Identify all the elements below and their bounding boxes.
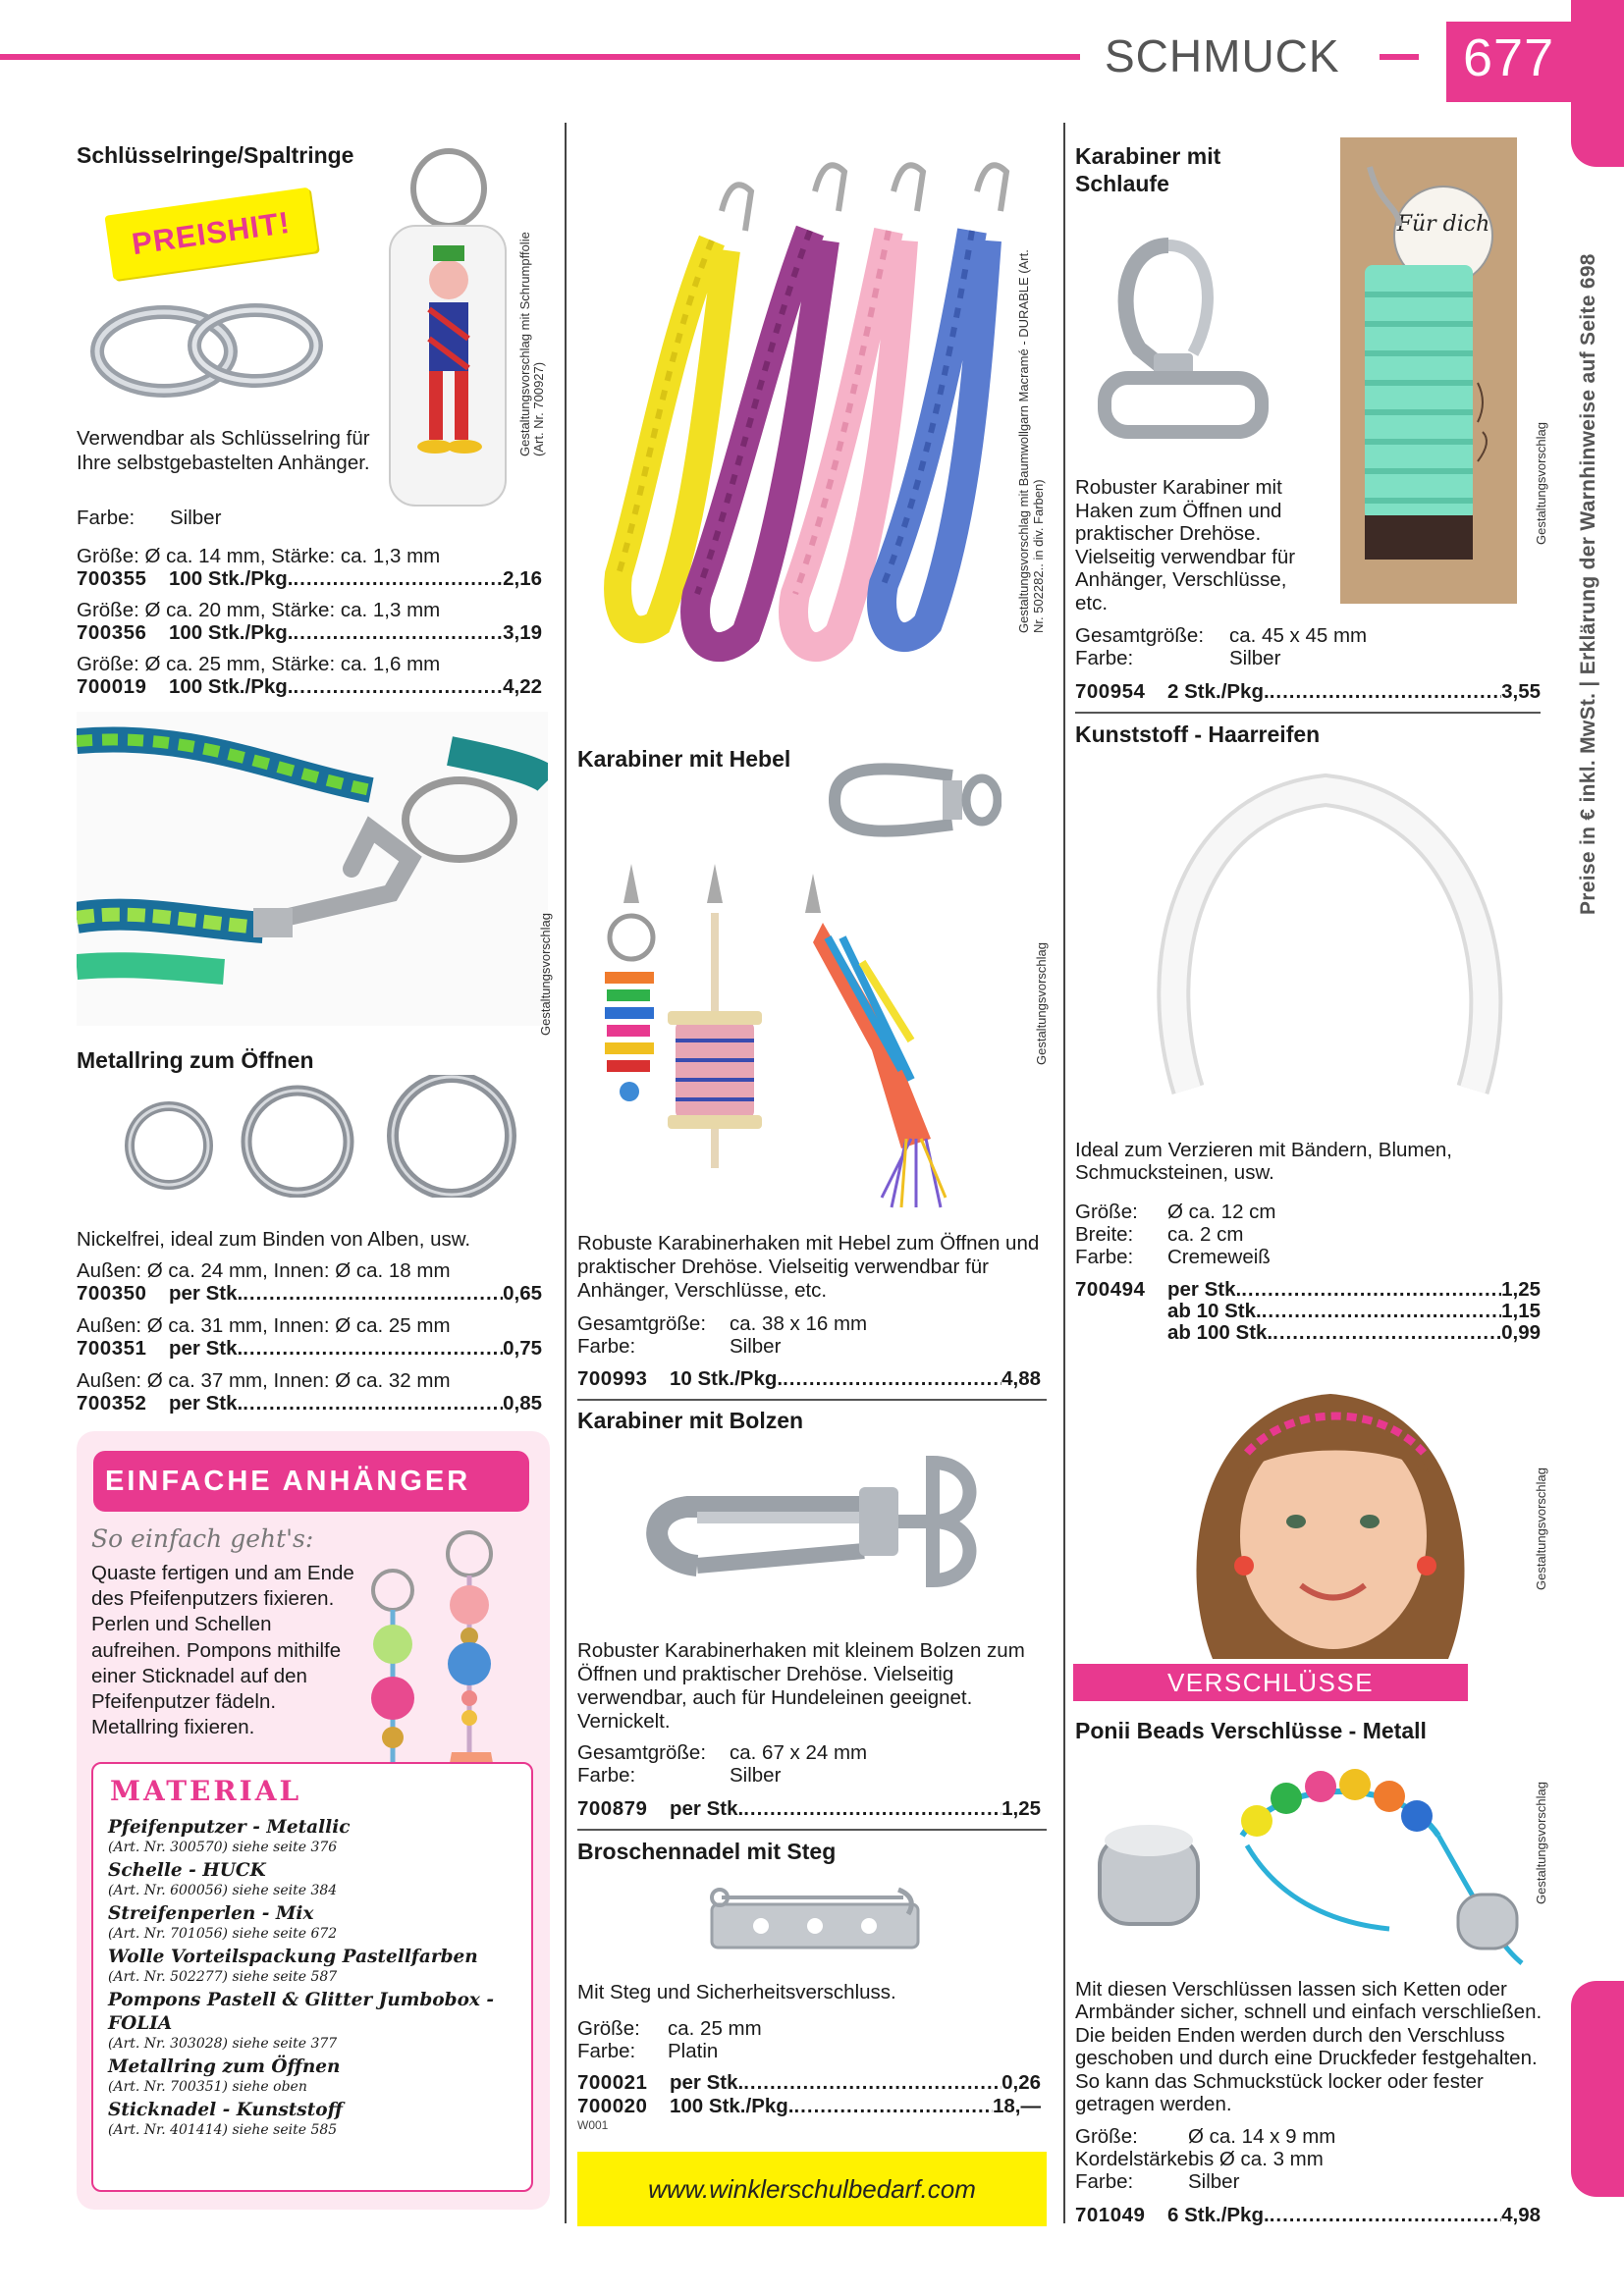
ponii-clasps-image [1085, 1757, 1546, 1988]
order-line [577, 2095, 1041, 2118]
verschluesse-banner-label: VERSCHLÜSSE [1166, 1668, 1375, 1697]
headband-image [1149, 766, 1512, 1099]
price: 0,85 [503, 1392, 542, 1415]
catalog-code: W001 [577, 2118, 609, 2132]
lever-carabiner-examples-image [577, 844, 1029, 1217]
spec-row [1075, 1223, 1276, 1246]
spec-row [577, 1764, 867, 1787]
schlaufe-specs [1075, 624, 1367, 669]
spec-value: Cremeweiß [1167, 1246, 1271, 1268]
bolt-snap-image [638, 1453, 1001, 1600]
price: 3,55 [1501, 680, 1541, 703]
macrame-caption: Gestaltungsvorschlag mit Baumwollgarn Macramé - DURABLE (Art. Nr. 502282.. in div. Farben) [1016, 249, 1046, 633]
spec-value: ca. 38 x 16 mm [730, 1312, 868, 1335]
bolzen-specs [577, 1741, 867, 1787]
rings-variants [77, 545, 542, 707]
rings-title: Schlüsselringe/Spaltringe [77, 142, 354, 168]
article-number: 700879 [577, 1797, 648, 1820]
leader-dots [793, 2095, 993, 2118]
order-desc: 100 Stk./Pkg. [670, 2095, 794, 2117]
order-line [1075, 1322, 1541, 1344]
spec-label: Farbe: [577, 1335, 636, 1358]
material-ref: (Art. Nr. 701056) siehe seite 672 [108, 1926, 338, 1942]
spec-label: Gesamtgröße: [577, 1741, 707, 1764]
price: 0,65 [503, 1282, 542, 1305]
spec-row [1075, 647, 1367, 669]
spec-value: ca. 45 x 45 mm [1229, 624, 1368, 647]
girl-headband-photo [1154, 1364, 1517, 1659]
order-desc: 100 Stk./Pkg. [169, 567, 294, 590]
order-line [77, 621, 542, 645]
hebel-specs [577, 1312, 867, 1358]
order-desc: per Stk. [169, 1337, 244, 1360]
order-line [77, 1282, 542, 1306]
variant-spec: Größe: Ø ca. 25 mm, Stärke: ca. 1,6 mm [77, 653, 441, 675]
order-line [1075, 1301, 1541, 1322]
spec-row [577, 1312, 867, 1335]
shrink-keychain-image [378, 147, 525, 515]
article-number: 700019 [77, 675, 147, 698]
brosche-specs [577, 2017, 762, 2062]
verschluesse-caption: Gestaltungsvorschlag [1534, 1781, 1548, 1904]
leader-dots [1270, 680, 1501, 704]
material-item [108, 1859, 530, 1898]
crochet-keychain-photo [1340, 137, 1517, 604]
material-name: Sticknadel - Kunststoff [108, 2100, 343, 2120]
rings-desc: Verwendbar als Schlüsselring für Ihre selbstgebastelten Anhänger. [77, 427, 370, 474]
article-number: 700954 [1075, 680, 1146, 703]
leader-dots [243, 1282, 503, 1306]
metalring-title: Metallring zum Öffnen [77, 1047, 314, 1073]
spec-value: Ø ca. 14 x 9 mm [1188, 2125, 1336, 2148]
leader-dots [783, 1367, 1001, 1391]
spec-label: Farbe: [577, 1764, 636, 1787]
spec-value: Silber [1188, 2170, 1240, 2193]
hebel-desc: Robuste Karabinerhaken mit Hebel zum Öffnen und praktischer Drehöse. Vielseitig verwendbar für Anhänger, Verschlüsse, etc. [577, 1232, 1040, 1302]
haarreifen-specs [1075, 1201, 1276, 1268]
spec-label: Gesamtgröße: [577, 1312, 707, 1335]
order-desc: per Stk. [670, 2071, 744, 2094]
material-name: Pompons Pastell & Glitter Jumbobox - FOLIA [108, 1990, 495, 2034]
verschluesse-title: Ponii Beads Verschlüsse - Metall [1075, 1718, 1427, 1743]
spec-value: Ø ca. 12 cm [1167, 1201, 1276, 1223]
article-number: 700494 [1075, 1278, 1146, 1301]
order-desc: 100 Stk./Pkg. [169, 675, 294, 698]
order-line [1075, 680, 1541, 704]
leader-dots [243, 1392, 503, 1415]
verschluesse-specs [1075, 2125, 1335, 2193]
order-line [577, 1797, 1041, 1821]
material-item [108, 2099, 530, 2138]
material-item [108, 1816, 530, 1855]
material-list [108, 1816, 530, 2142]
spec-value: ca. 2 cm [1167, 1223, 1244, 1246]
article-number: 700356 [77, 621, 147, 644]
spec-label: Farbe: [1075, 2170, 1134, 2193]
preishit-badge [104, 187, 317, 281]
brooch-pin-image [702, 1880, 938, 1968]
article-number: 700021 [577, 2071, 648, 2094]
haarreifen-orders [1075, 1279, 1541, 1344]
spec-label: Gesamtgröße: [1075, 624, 1205, 647]
material-name: Streifenperlen - Mix [108, 1903, 314, 1924]
spec-row [1075, 2125, 1335, 2148]
spec-row [577, 2040, 762, 2062]
variant-spec: Größe: Ø ca. 14 mm, Stärke: ca. 1,3 mm [77, 545, 441, 567]
price: 1,15 [1501, 1300, 1541, 1322]
price: 0,75 [503, 1337, 542, 1360]
cord-keychain-photo [77, 712, 548, 1026]
column-rule-2 [1063, 123, 1065, 2223]
leader-dots [1241, 1279, 1501, 1301]
article-number: 700351 [77, 1337, 147, 1360]
article-number: 700350 [77, 1282, 147, 1305]
tag-text: Für dich [1396, 212, 1490, 237]
material-ref: (Art. Nr. 600056) siehe seite 384 [108, 1883, 338, 1898]
order-line [77, 1392, 542, 1415]
page-number: 677 [1463, 28, 1555, 87]
spec-value: ca. 25 mm [668, 2017, 762, 2040]
metalring-desc: Nickelfrei, ideal zum Binden von Alben, usw. [77, 1228, 471, 1251]
price: 4,88 [1001, 1367, 1041, 1390]
header-rule-right [1380, 54, 1419, 60]
spec-row [1075, 1246, 1276, 1268]
spec-row [1075, 624, 1367, 647]
order-desc: 2 Stk./Pkg. [1167, 680, 1270, 703]
material-title: MATERIAL [110, 1775, 302, 1807]
price: 0,26 [1001, 2071, 1041, 2094]
material-name: Pfeifenputzer - Metallic [108, 1817, 351, 1838]
material-name: Schelle - HUCK [108, 1860, 266, 1881]
article-number: 701049 [1075, 2204, 1146, 2226]
divider [1075, 712, 1541, 714]
material-ref: (Art. Nr. 300570) siehe seite 376 [108, 1840, 338, 1855]
price: 4,98 [1501, 2204, 1541, 2226]
variant-spec: Außen: Ø ca. 37 mm, Innen: Ø ca. 32 mm [77, 1369, 451, 1392]
spec-label: Größe: [1075, 2125, 1138, 2148]
side-note: Preise in € inkl. MwSt. | Erklärung der Warnhinweise auf Seite 698 [1577, 253, 1599, 915]
brosche-title: Broschennadel mit Steg [577, 1839, 837, 1864]
material-ref: (Art. Nr. 303028) siehe seite 377 [108, 2036, 338, 2052]
diy-subtitle: So einfach geht's: [91, 1524, 314, 1553]
preishit-label: PREISHIT! [130, 204, 293, 262]
order-line [577, 1367, 1041, 1391]
article-number: 700355 [77, 567, 147, 590]
variant-spec: Größe: Ø ca. 20 mm, Stärke: ca. 1,3 mm [77, 599, 441, 621]
leader-dots [743, 2071, 1001, 2095]
loop-carabiner-image [1085, 231, 1281, 442]
order-desc: ab 10 Stk. [1167, 1300, 1262, 1322]
bolzen-title: Karabiner mit Bolzen [577, 1408, 804, 1433]
order-desc: per Stk. [169, 1392, 244, 1415]
price: 18,— [993, 2095, 1041, 2117]
material-ref: (Art. Nr. 700351) siehe oben [108, 2079, 307, 2095]
price: 3,19 [503, 621, 542, 644]
split-rings-image [90, 294, 326, 402]
leader-dots [243, 1337, 503, 1361]
order-desc: 10 Stk./Pkg. [670, 1367, 784, 1390]
rings-color-value: Silber [170, 507, 222, 529]
bolzen-desc: Robuster Karabinerhaken mit kleinem Bolzen zum Öffnen und praktischer Drehöse. Vielseitig verwendbar, auch für Hundeleinen geeignet. Vernickelt. [577, 1639, 1025, 1733]
rings-color [77, 507, 221, 529]
haarreifen-title: Kunststoff - Haarreifen [1075, 721, 1321, 747]
spec-label: Farbe: [1075, 1246, 1134, 1268]
column-rule-1 [565, 123, 567, 2223]
spec-value: Silber [1229, 647, 1281, 669]
lever-carabiner-image [825, 756, 1001, 844]
spec-row [1075, 1201, 1276, 1223]
price: 1,25 [1501, 1278, 1541, 1301]
girl-caption: Gestaltungsvorschlag [1534, 1467, 1548, 1590]
order-line [77, 1337, 542, 1361]
hebel-caption: Gestaltungsvorschlag [1034, 941, 1049, 1065]
material-name: Wolle Vorteilspackung Pastellfarben [108, 1947, 478, 1967]
edge-tab-top [1571, 0, 1624, 167]
leader-dots [293, 567, 503, 591]
spec-row [577, 1741, 867, 1764]
spec-label: Farbe: [1075, 647, 1134, 669]
spec-value: Silber [730, 1335, 782, 1358]
leader-dots [1272, 1322, 1501, 1344]
variant-spec: Außen: Ø ca. 31 mm, Innen: Ø ca. 25 mm [77, 1314, 451, 1337]
leader-dots [1270, 2204, 1501, 2227]
url-banner [577, 2152, 1047, 2226]
rings-color-label: Farbe: [77, 507, 135, 529]
spec-value: Platin [668, 2040, 719, 2062]
article-number: 700993 [577, 1367, 648, 1390]
variant-spec: Außen: Ø ca. 24 mm, Innen: Ø ca. 18 mm [77, 1259, 451, 1282]
category-title: SCHMUCK [1105, 30, 1340, 81]
spec-value: Silber [730, 1764, 782, 1787]
material-item [108, 1946, 530, 1985]
order-desc: per Stk. [1167, 1278, 1242, 1301]
spec-row [577, 1335, 867, 1358]
material-item [108, 1902, 530, 1942]
edge-tab-bottom [1571, 1981, 1624, 2197]
schlaufe-title: Karabiner mit Schlaufe [1075, 143, 1221, 196]
order-desc: ab 100 Stk. [1167, 1321, 1273, 1344]
divider [577, 1399, 1047, 1401]
spec-value: bis Ø ca. 3 mm [1188, 2148, 1324, 2170]
brosche-orders [577, 2071, 1041, 2118]
header-rule-left [0, 54, 1080, 60]
order-desc: per Stk. [169, 1282, 244, 1305]
article-number: 700352 [77, 1392, 147, 1415]
order-line [77, 567, 542, 591]
leader-dots [1262, 1301, 1501, 1322]
diy-box-header [93, 1451, 529, 1512]
photo-caption: Gestaltungsvorschlag [538, 912, 553, 1036]
hebel-title: Karabiner mit Hebel [577, 746, 791, 772]
material-item [108, 1989, 530, 2052]
leader-dots [293, 621, 503, 645]
material-name: Metallring zum Öffnen [108, 2056, 341, 2077]
order-desc: 100 Stk./Pkg. [169, 621, 294, 644]
spec-value: ca. 67 x 24 mm [730, 1741, 868, 1764]
rings-caption: Gestaltungsvorschlag mit Schrumpffolie (Art. Nr. 700927) [517, 232, 546, 456]
price: 0,99 [1501, 1321, 1541, 1344]
material-item [108, 2056, 530, 2095]
spec-label: Größe: [1075, 1201, 1138, 1223]
order-line [577, 2071, 1041, 2095]
verschluesse-banner [1073, 1664, 1468, 1701]
spec-label: Kordelstärke: [1075, 2148, 1194, 2170]
website-link[interactable]: www.winklerschulbedarf.com [648, 2174, 976, 2204]
spec-row [577, 2017, 762, 2040]
haarreifen-desc: Ideal zum Verzieren mit Bändern, Blumen, Schmucksteinen, usw. [1075, 1139, 1452, 1184]
diy-instructions: Quaste fertigen und am Ende des Pfeifenputzers fixieren. Perlen und Schellen aufreihen. Pompons mithilfe einer Sticknadel auf den Pfeifenputzer fädeln. Metallring fixieren. [91, 1562, 354, 1739]
metalring-variants [77, 1259, 542, 1424]
schlaufe-caption: Gestaltungsvorschlag [1534, 421, 1548, 545]
material-ref: (Art. Nr. 502277) siehe seite 587 [108, 1969, 338, 1985]
price: 2,16 [503, 567, 542, 590]
article-number [1075, 1322, 1167, 1344]
schlaufe-desc: Robuster Karabiner mit Haken zum Öffnen und praktischer Drehöse. Vielseitig verwendbar für Anhänger, Verschlüsse, etc. [1075, 476, 1296, 614]
article-number: 700020 [577, 2095, 648, 2117]
order-line [1075, 2204, 1541, 2227]
article-number [1075, 1301, 1167, 1322]
order-line [1075, 1279, 1541, 1301]
leader-dots [743, 1797, 1001, 1821]
spec-label: Breite: [1075, 1223, 1134, 1246]
divider [577, 1829, 1047, 1831]
spec-label: Farbe: [577, 2040, 636, 2062]
diy-box-title: EINFACHE ANHÄNGER [105, 1466, 471, 1497]
spec-row [1075, 2170, 1335, 2193]
price: 4,22 [503, 675, 542, 698]
spec-row [1075, 2148, 1335, 2170]
order-line [77, 675, 542, 699]
price: 1,25 [1001, 1797, 1041, 1820]
material-ref: (Art. Nr. 401414) siehe seite 585 [108, 2122, 338, 2138]
macrame-keychains-image [589, 152, 1021, 702]
order-desc: per Stk. [670, 1797, 744, 1820]
leader-dots [293, 675, 503, 699]
binder-rings-image [108, 1075, 530, 1198]
brosche-desc: Mit Steg und Sicherheitsverschluss. [577, 1981, 896, 2003]
order-desc: 6 Stk./Pkg. [1167, 2204, 1270, 2226]
spec-label: Größe: [577, 2017, 640, 2040]
verschluesse-desc: Mit diesen Verschlüssen lassen sich Ketten oder Armbänder sicher, schnell und einfach verschließen. Die beiden Enden werden durch den Verschluss geschoben und durch eine Druckfeder festgehalten. So kann das Schmuckstück locker oder fester getragen werden. [1075, 1978, 1543, 2116]
